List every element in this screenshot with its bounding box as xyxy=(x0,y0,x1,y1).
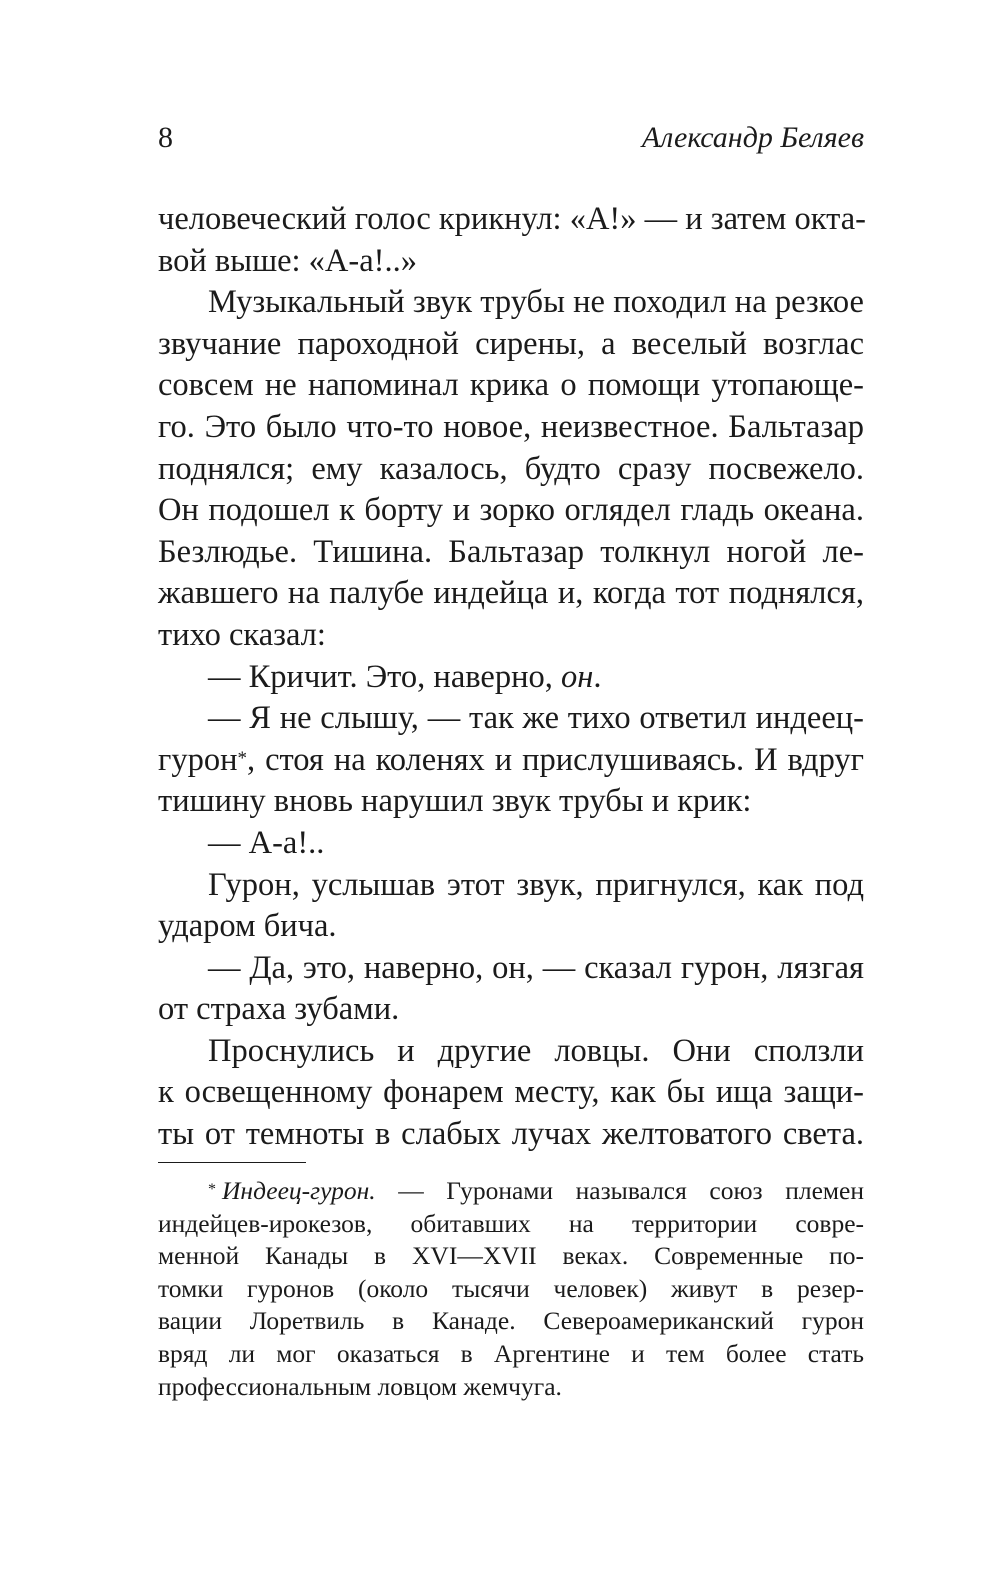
text-line: звучание пароходной сирены, а веселый возглас xyxy=(158,325,864,362)
text-run: , стоя на коленях и прислушиваясь. И вдруг xyxy=(246,741,864,778)
text-line: к освещенному фонарем месту, как бы ища защи- xyxy=(158,1074,864,1111)
text-line: Безлюдье. Тишина. Бальтазар толкнул ногой ле- xyxy=(158,533,864,570)
text-line: — Да, это, наверно, он, — сказал гурон, лязгая xyxy=(208,949,864,986)
text-line: — А-а!.. xyxy=(208,824,325,861)
text-line: Музыкальный звук трубы не походил на резкое xyxy=(208,284,864,321)
running-head: Александр Беляев xyxy=(641,121,864,154)
text-line: жавшего на палубе индейца и, когда тот поднялся, xyxy=(158,575,864,612)
text-line: совсем не напоминал крика о помощи утопающе- xyxy=(158,367,864,404)
footnote-marker: * xyxy=(237,747,247,769)
footnote-line: профессиональным ловцом жемчуга. xyxy=(158,1371,562,1401)
text-line: Он подошел к борту и зорко оглядел гладь океана. xyxy=(158,492,864,529)
text-run: . xyxy=(593,658,602,695)
footnote-line xyxy=(158,1175,864,1208)
text-line: Проснулись и другие ловцы. Они сползли xyxy=(208,1032,864,1069)
text-line: тишину вновь нарушил звук трубы и крик: xyxy=(158,783,752,820)
footnote-marker: * xyxy=(208,1181,216,1198)
text-line: человеческий голос крикнул: «А!» — и затем окта- xyxy=(158,201,866,237)
footnote xyxy=(158,1175,864,1403)
text-line xyxy=(158,657,864,699)
text-run: гурон xyxy=(158,741,238,778)
text-run: — Гуронами назывался союз племен xyxy=(375,1176,864,1205)
italic-word: он xyxy=(560,658,594,695)
text-line: ударом бича. xyxy=(158,908,337,945)
footnote-line: индейцев-ирокезов, обитавших на территории совре- xyxy=(158,1208,864,1238)
text-line: поднялся; ему казалось, будто сразу посвежело. xyxy=(158,450,864,487)
text-line: Гурон, услышав этот звук, пригнулся, как под xyxy=(208,866,864,903)
text-line: вой выше: «А-а!..» xyxy=(158,242,417,279)
body-text xyxy=(158,199,864,1156)
footnote-divider xyxy=(158,1162,306,1163)
footnote-line: томки гуронов (около тысячи человек) живут в резер- xyxy=(158,1273,864,1303)
text-line: — Я не слышу, — так же тихо ответил индеец- xyxy=(208,700,864,737)
footnote-term: Индеец-гурон. xyxy=(222,1176,376,1205)
text-line: тихо сказал: xyxy=(158,616,326,653)
page-number: 8 xyxy=(158,121,173,154)
text-line: ты от темноты в слабых лучах желтоватого света. xyxy=(158,1116,864,1153)
footnote-line: менной Канады в XVI—XVII веках. Современные по- xyxy=(158,1241,864,1271)
footnote-line: вряд ли мог оказаться в Аргентине и тем более стать xyxy=(158,1338,864,1368)
text-line: го. Это было что-то новое, неизвестное. Бальтазар xyxy=(158,408,864,445)
footnote-line: вации Лоретвиль в Канаде. Североамериканский гурон xyxy=(158,1306,864,1336)
text-line xyxy=(158,740,864,782)
text-run: — Кричит. Это, наверно, xyxy=(208,658,561,695)
text-line: от страха зубами. xyxy=(158,991,400,1028)
